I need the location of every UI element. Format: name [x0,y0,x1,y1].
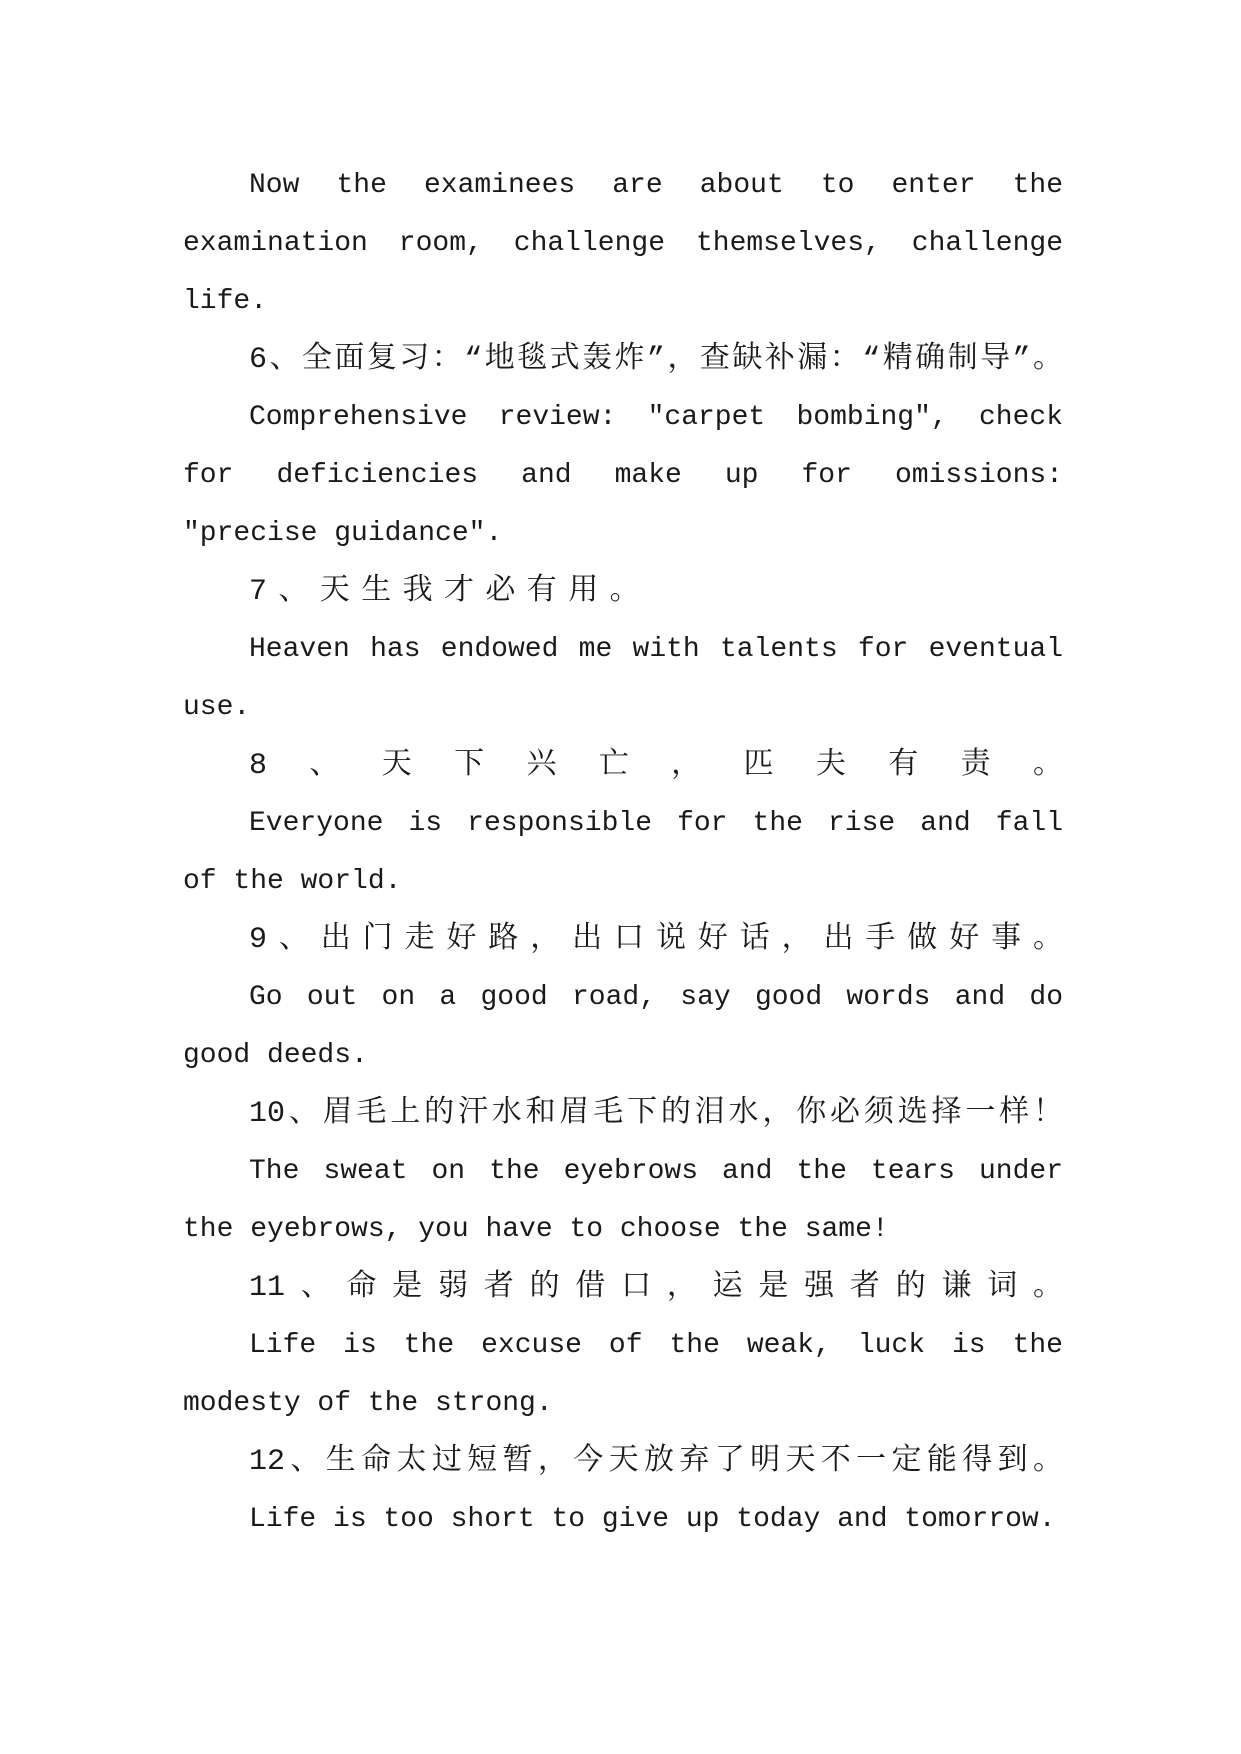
text-line: good deeds. [183,1040,368,1071]
paragraph-15 [183,1491,1063,1549]
text-line: Everyone is responsible for the rise and fall [249,808,1063,839]
text-line: 11、命是弱者的借口，运是强者的谦词。 [249,1271,1063,1305]
text-line: modesty of the strong. [183,1388,553,1419]
paragraph-2 [183,331,1063,389]
text-line: The sweat on the eyebrows and the tears under [249,1156,1063,1187]
text-line: of the world. [183,866,402,897]
document-body [183,157,1063,1549]
paragraph-14 [183,1433,1063,1491]
paragraph-13 [183,1317,1063,1433]
text-line: "precise guidance". [183,518,503,549]
text-line: examination room, challenge themselves, challenge [183,228,1063,259]
paragraph-7 [183,795,1063,911]
text-line: 9、出门走好路，出口说好话，出手做好事。 [249,923,1063,957]
text-line: 10、眉毛上的汗水和眉毛下的泪水，你必须选择一样！ [249,1097,1063,1131]
text-line: 7、天生我才必有用。 [249,575,652,609]
text-line: Heaven has endowed me with talents for eventual [249,634,1063,665]
paragraph-9 [183,969,1063,1085]
paragraph-11 [183,1143,1063,1259]
text-line: Now the examinees are about to enter the [249,170,1063,201]
paragraph-8 [183,911,1063,969]
text-line: Life is too short to give up today and tomorrow. [249,1504,1056,1535]
text-line: for deficiencies and make up for omissions: [183,460,1063,491]
paragraph-3 [183,389,1063,563]
text-line: use. [183,692,251,723]
paragraph-4 [183,563,1063,621]
paragraph-12 [183,1259,1063,1317]
text-line: Comprehensive review: "carpet bombing", check [249,402,1063,433]
paragraph-1 [183,157,1063,331]
paragraph-5 [183,621,1063,737]
paragraph-6 [183,737,1063,795]
text-line: the eyebrows, you have to choose the same! [183,1214,889,1245]
text-line: 8、天下兴亡，匹夫有责。 [249,749,1063,783]
text-line: Go out on a good road, say good words and do [249,982,1063,1013]
text-line: 6、全面复习：“地毯式轰炸”，查缺补漏：“精确制导”。 [249,343,1063,377]
paragraph-10 [183,1085,1063,1143]
text-line: 12、生命太过短暂，今天放弃了明天不一定能得到。 [249,1445,1063,1479]
text-line: Life is the excuse of the weak, luck is the [249,1330,1063,1361]
text-line: life. [183,286,268,317]
